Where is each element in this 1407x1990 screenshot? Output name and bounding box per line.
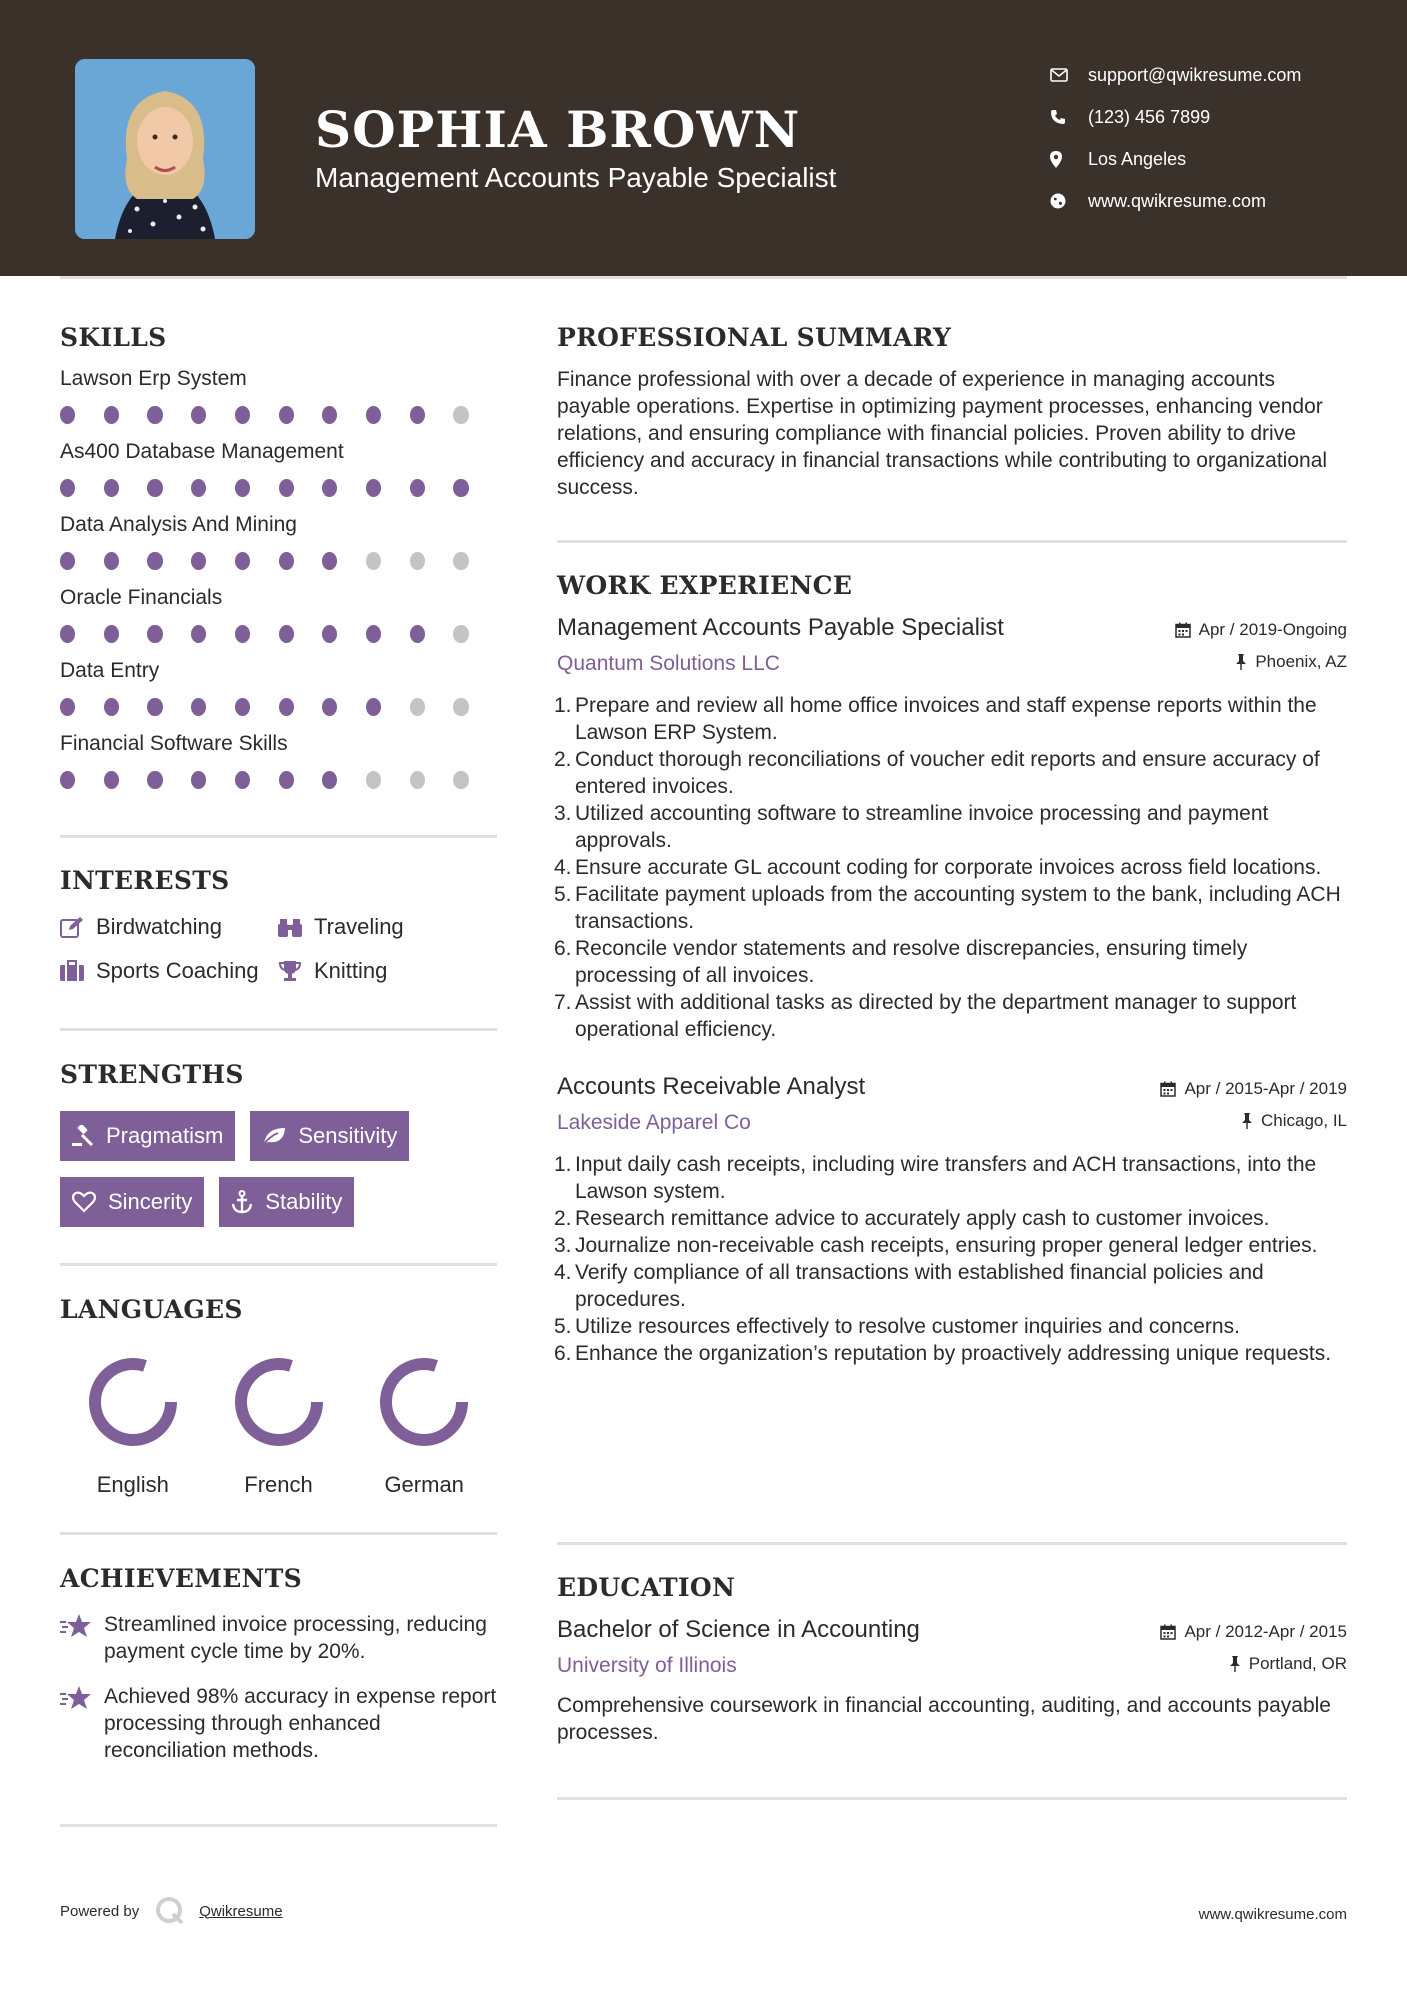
education-title: EDUCATION — [557, 1573, 736, 1602]
qwikresume-logo-icon — [155, 1896, 185, 1926]
job-header — [557, 1073, 1347, 1135]
skill-item — [60, 365, 497, 438]
rating-dot — [60, 479, 75, 497]
education-date-text: Apr / 2012-Apr / 2015 — [1184, 1622, 1347, 1641]
job-company: Quantum Solutions LLC — [557, 652, 780, 675]
contact-phone[interactable] — [1050, 96, 1301, 138]
interests-divider — [60, 1028, 497, 1031]
achievement-item — [60, 1683, 497, 1764]
rating-dot — [410, 771, 425, 789]
rating-dot — [322, 479, 337, 497]
job-location-text: Phoenix, AZ — [1255, 652, 1347, 671]
contact-phone-text: (123) 456 7899 — [1088, 106, 1211, 127]
rating-dot — [410, 552, 425, 570]
rating-dot — [322, 406, 337, 424]
gavel-icon — [72, 1125, 94, 1147]
heart-icon — [72, 1191, 96, 1213]
bullet-text: Utilized accounting software to streamline invoice processing and payment approvals. — [575, 802, 1269, 852]
job-date-text: Apr / 2015-Apr / 2019 — [1184, 1079, 1347, 1098]
envelope-icon — [1050, 68, 1088, 82]
rating-dot — [235, 771, 250, 789]
interest-item — [278, 913, 497, 941]
education-date — [1160, 1620, 1347, 1644]
interests-list — [60, 913, 497, 985]
education-entry — [557, 1616, 1347, 1746]
job-entry — [554, 614, 1347, 1043]
profile-photo — [75, 59, 255, 239]
pushpin-icon — [1241, 1113, 1253, 1129]
bullet-number: 4. — [554, 856, 572, 879]
rating-dot — [147, 698, 162, 716]
rating-dot — [322, 698, 337, 716]
job-date — [1175, 618, 1347, 642]
footer-website[interactable]: www.qwikresume.com — [1198, 1906, 1347, 1923]
bullet-number: 6. — [554, 937, 572, 960]
strength-label: Pragmatism — [106, 1123, 224, 1148]
rating-dot — [453, 552, 468, 570]
education-divider — [557, 1797, 1347, 1800]
rating-dot — [410, 625, 425, 643]
rating-dot — [366, 771, 381, 789]
rating-dot — [191, 552, 206, 570]
skill-name: As400 Database Management — [60, 440, 344, 463]
language-ring-arc — [386, 1364, 462, 1440]
bullet-text: Prepare and review all home office invoices and staff expense reports within the Lawson ERP System. — [575, 694, 1317, 744]
rating-dot — [279, 625, 294, 643]
languages-title: LANGUAGES — [60, 1295, 243, 1324]
rating-dot — [60, 406, 75, 424]
rating-dot — [235, 625, 250, 643]
bullet-text: Assist with additional tasks as directed by the department manager to support operational efficiency. — [575, 991, 1297, 1041]
language-name: English — [96, 1472, 169, 1497]
experience-divider — [557, 1542, 1347, 1545]
contact-location — [1050, 138, 1301, 180]
job-title-block — [557, 1073, 865, 1135]
rating-dot — [235, 552, 250, 570]
job-bullet — [554, 989, 1347, 1043]
education-location — [1160, 1652, 1347, 1676]
strength-label: Stability — [265, 1189, 343, 1214]
footer-powered — [60, 1896, 283, 1926]
bullet-number: 7. — [554, 991, 572, 1014]
education-location-text: Portland, OR — [1248, 1654, 1347, 1673]
language-item — [60, 1354, 206, 1498]
language-ring — [376, 1354, 472, 1450]
candidate-name: SOPHIA BROWN — [315, 100, 801, 159]
rating-dot — [147, 479, 162, 497]
education-degree: Bachelor of Science in Accounting — [557, 1616, 920, 1643]
skill-item — [60, 657, 497, 730]
rating-dot — [366, 406, 381, 424]
job-bullet — [554, 692, 1347, 746]
job-bullet — [554, 1340, 1347, 1367]
languages-section — [60, 1295, 497, 1498]
job-bullet — [554, 1205, 1347, 1232]
bullet-text: Enhance the organization’s reputation by proactively addressing unique requests. — [575, 1342, 1332, 1365]
strength-label: Sensitivity — [298, 1123, 398, 1148]
job-location — [1160, 1109, 1347, 1133]
contact-email[interactable] — [1050, 54, 1301, 96]
rating-dot — [147, 552, 162, 570]
candidate-title: Management Accounts Payable Specialist — [315, 162, 837, 193]
resume-header — [0, 0, 1407, 276]
interest-item — [60, 957, 278, 985]
languages-divider — [60, 1532, 497, 1535]
rating-dot — [410, 406, 425, 424]
skill-name: Financial Software Skills — [60, 732, 288, 755]
strength-tag — [219, 1177, 354, 1227]
interest-label: Birdwatching — [96, 914, 222, 939]
job-bullet — [554, 854, 1347, 881]
job-date — [1160, 1077, 1347, 1101]
rating-dot — [104, 552, 119, 570]
rating-dot — [279, 698, 294, 716]
job-location-text: Chicago, IL — [1261, 1111, 1347, 1130]
interest-label: Knitting — [314, 958, 388, 983]
achievement-text: Streamlined invoice processing, reducing payment cycle time by 20%. — [104, 1613, 487, 1663]
rating-dot — [279, 406, 294, 424]
job-title-block — [557, 614, 1004, 676]
rating-dot — [147, 406, 162, 424]
rating-dot — [279, 771, 294, 789]
strengths-title: STRENGTHS — [60, 1060, 244, 1089]
rating-dot — [322, 552, 337, 570]
rating-dot — [147, 625, 162, 643]
rating-dot — [235, 698, 250, 716]
rating-dot — [279, 479, 294, 497]
rating-dot — [366, 552, 381, 570]
interest-label: Traveling — [314, 914, 404, 939]
bullet-number: 2. — [554, 748, 572, 771]
skills-title: SKILLS — [60, 323, 167, 352]
rating-dot — [453, 479, 468, 497]
star-icon — [60, 1685, 92, 1711]
rating-dot — [366, 625, 381, 643]
anchor-icon — [231, 1190, 253, 1214]
rating-dot — [410, 698, 425, 716]
achievement-text: Achieved 98% accuracy in expense report processing through enhanced reconciliation methods. — [104, 1685, 497, 1762]
rating-dot — [191, 698, 206, 716]
bullet-text: Reconcile vendor statements and resolve discrepancies, ensuring timely processing of all invoices. — [575, 937, 1248, 987]
language-ring — [231, 1354, 327, 1450]
education-title-block — [557, 1616, 920, 1678]
strengths-tags — [60, 1111, 497, 1243]
interests-title: INTERESTS — [60, 866, 230, 895]
rating-dot — [104, 479, 119, 497]
education-school: University of Illinois — [557, 1654, 737, 1677]
job-meta — [1175, 618, 1347, 674]
strength-tag — [60, 1111, 235, 1161]
rating-dot — [60, 771, 75, 789]
skill-rating — [60, 757, 497, 803]
skills-list — [60, 365, 497, 803]
job-bullet — [554, 935, 1347, 989]
rating-dot — [104, 625, 119, 643]
language-ring-arc — [241, 1364, 317, 1440]
strength-tag — [250, 1111, 409, 1161]
bullet-number: 5. — [554, 883, 572, 906]
bullet-number: 2. — [554, 1207, 572, 1230]
bullet-text: Ensure accurate GL account coding for corporate invoices across field locations. — [575, 856, 1322, 879]
rating-dot — [104, 698, 119, 716]
contact-list — [1050, 54, 1301, 222]
job-date-text: Apr / 2019-Ongoing — [1198, 620, 1347, 639]
rating-dot — [60, 552, 75, 570]
bullet-text: Conduct thorough reconciliations of voucher edit reports and ensure accuracy of entered invoices. — [575, 748, 1320, 798]
job-bullet — [554, 1259, 1347, 1313]
achievements-section — [60, 1564, 497, 1764]
rating-dot — [60, 698, 75, 716]
job-meta — [1160, 1077, 1347, 1133]
footer-brand-link[interactable]: Qwikresume — [199, 1902, 283, 1920]
summary-divider — [557, 540, 1347, 543]
summary-text: Finance professional with over a decade of experience in managing accounts payable operations. Expertise in optimizing payment processes, enhancing vendor relations, and ensuring compliance with financial policies. Proven ability to drive efficiency and accuracy in financial transactions while contributing to organizational success. — [557, 368, 1328, 499]
pushpin-icon — [1235, 654, 1247, 670]
trophy-icon — [278, 960, 302, 982]
rating-dot — [191, 479, 206, 497]
bullet-number: 4. — [554, 1261, 572, 1284]
map-pin-icon — [1050, 151, 1088, 168]
rating-dot — [453, 406, 468, 424]
bullet-number: 1. — [554, 1153, 572, 1176]
bullet-number: 1. — [554, 694, 572, 717]
footer-powered-text: Powered by — [60, 1902, 140, 1920]
rating-dot — [279, 552, 294, 570]
briefcase-icon — [60, 960, 84, 982]
rating-dot — [104, 406, 119, 424]
skill-rating — [60, 684, 497, 730]
education-section — [557, 1573, 1347, 1746]
rating-dot — [191, 406, 206, 424]
job-bullet — [554, 746, 1347, 800]
rating-dot — [60, 625, 75, 643]
bullet-number: 3. — [554, 802, 572, 825]
bullet-number: 6. — [554, 1342, 572, 1365]
job-header — [557, 614, 1347, 676]
language-item — [351, 1354, 497, 1498]
skill-rating — [60, 538, 497, 584]
phone-icon — [1050, 109, 1088, 125]
language-ring — [85, 1354, 181, 1450]
rating-dot — [235, 406, 250, 424]
leaf-icon — [262, 1126, 286, 1146]
job-title: Accounts Receivable Analyst — [557, 1073, 866, 1100]
contact-website[interactable] — [1050, 180, 1301, 222]
experience-title: WORK EXPERIENCE — [557, 571, 853, 600]
strength-label: Sincerity — [108, 1189, 193, 1214]
binoculars-icon — [278, 916, 302, 938]
rating-dot — [453, 625, 468, 643]
rating-dot — [453, 698, 468, 716]
summary-section — [557, 323, 1347, 501]
job-location — [1175, 650, 1347, 674]
education-meta — [1160, 1620, 1347, 1676]
rating-dot — [322, 771, 337, 789]
rating-dot — [191, 625, 206, 643]
calendar-icon — [1160, 1624, 1176, 1640]
contact-website-text: www.qwikresume.com — [1088, 190, 1267, 211]
language-item — [206, 1354, 352, 1498]
skill-rating — [60, 465, 497, 511]
skill-name: Oracle Financials — [60, 586, 223, 609]
job-bullet — [554, 800, 1347, 854]
bullet-text: Verify compliance of all transactions with established financial policies and procedures. — [575, 1261, 1264, 1311]
strengths-divider — [60, 1263, 497, 1266]
calendar-icon — [1175, 622, 1191, 638]
achievements-title: ACHIEVEMENTS — [60, 1564, 302, 1593]
rating-dot — [410, 479, 425, 497]
skills-section — [60, 323, 497, 803]
contact-location-text: Los Angeles — [1088, 148, 1187, 169]
star-icon — [60, 1613, 92, 1639]
language-name: German — [384, 1472, 464, 1497]
contact-email-text: support@qwikresume.com — [1088, 64, 1302, 85]
bullet-text: Journalize non-receivable cash receipts, ensuring proper general ledger entries. — [575, 1234, 1318, 1257]
strength-tag — [60, 1177, 204, 1227]
rating-dot — [366, 479, 381, 497]
bullet-text: Utilize resources effectively to resolve customer inquiries and concerns. — [575, 1315, 1240, 1338]
job-title: Management Accounts Payable Specialist — [557, 614, 1004, 641]
skill-item — [60, 584, 497, 657]
education-header — [557, 1616, 1347, 1678]
job-bullet — [554, 1313, 1347, 1340]
bullet-number: 5. — [554, 1315, 572, 1338]
pencil-square-icon — [60, 916, 84, 938]
skill-rating — [60, 611, 497, 657]
rating-dot — [104, 771, 119, 789]
rating-dot — [235, 479, 250, 497]
job-company: Lakeside Apparel Co — [557, 1111, 751, 1134]
job-bullet — [554, 1232, 1347, 1259]
languages-list — [60, 1354, 497, 1498]
skill-item — [60, 511, 497, 584]
bullet-text: Input daily cash receipts, including wire transfers and ACH transactions, into the Lawson system. — [575, 1153, 1317, 1203]
education-description: Comprehensive coursework in financial accounting, auditing, and accounts payable processes. — [557, 1694, 1331, 1744]
bullet-number: 3. — [554, 1234, 572, 1257]
experience-section — [554, 571, 1347, 1367]
interest-item — [60, 913, 278, 941]
language-name: French — [244, 1472, 313, 1497]
summary-title: PROFESSIONAL SUMMARY — [557, 323, 952, 352]
rating-dot — [366, 698, 381, 716]
language-ring-arc — [95, 1364, 171, 1440]
bullet-text: Research remittance advice to accurately apply cash to customer invoices. — [575, 1207, 1270, 1230]
rating-dot — [191, 771, 206, 789]
interests-section — [60, 866, 497, 985]
achievement-item — [60, 1611, 497, 1665]
rating-dot — [453, 771, 468, 789]
calendar-icon — [1160, 1081, 1176, 1097]
achievements-divider — [60, 1824, 497, 1827]
job-entry — [554, 1073, 1347, 1367]
bullet-text: Facilitate payment uploads from the accounting system to the bank, including ACH transactions. — [575, 883, 1341, 933]
skill-name: Data Entry — [60, 659, 160, 682]
skill-name: Lawson Erp System — [60, 367, 247, 390]
header-divider — [60, 276, 1347, 279]
globe-icon — [1050, 193, 1088, 209]
rating-dot — [322, 625, 337, 643]
pushpin-icon — [1229, 1656, 1241, 1672]
skills-divider — [60, 835, 497, 838]
interest-item — [278, 957, 497, 985]
rating-dot — [147, 771, 162, 789]
job-bullets — [554, 1151, 1347, 1367]
skill-rating — [60, 392, 497, 438]
job-bullet — [554, 1151, 1347, 1205]
job-bullets — [554, 692, 1347, 1043]
interest-label: Sports Coaching — [96, 958, 259, 983]
skill-item — [60, 730, 497, 803]
strengths-section — [60, 1060, 497, 1243]
skill-name: Data Analysis And Mining — [60, 513, 297, 536]
job-bullet — [554, 881, 1347, 935]
skill-item — [60, 438, 497, 511]
